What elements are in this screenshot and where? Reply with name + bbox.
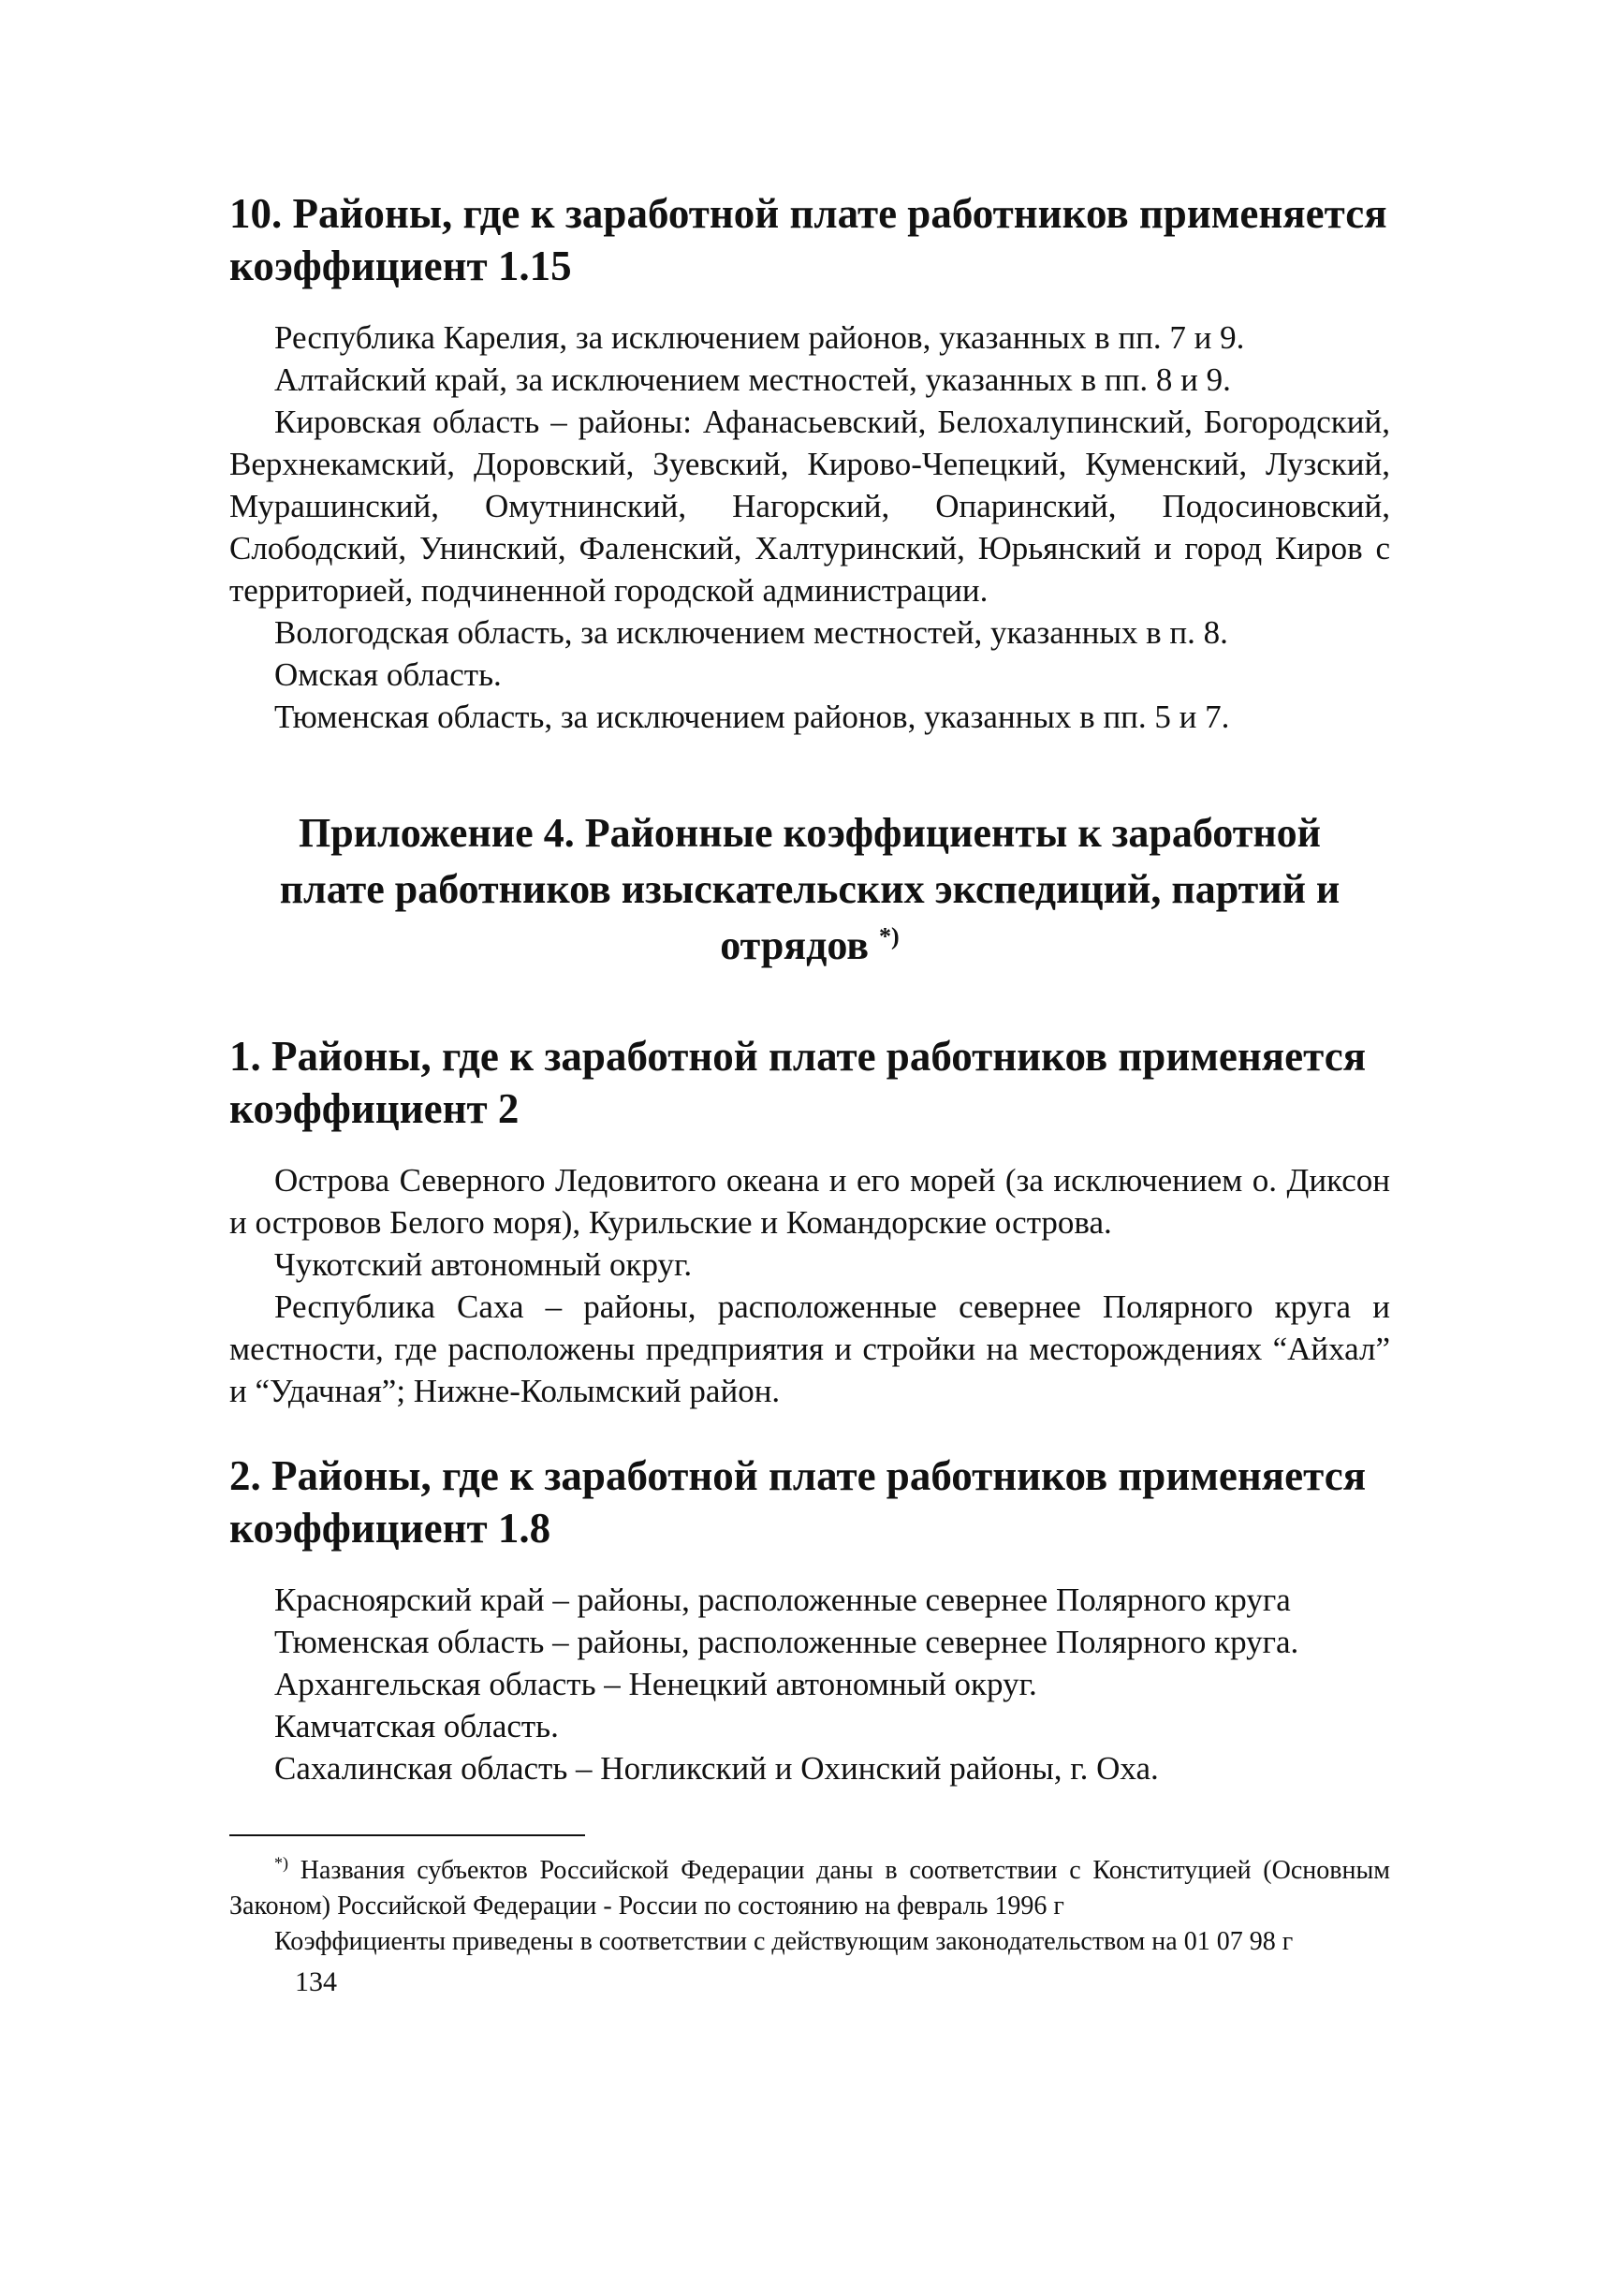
section-10-paragraph: Алтайский край, за исключением местностей, указанных в пп. 8 и 9. [274,361,1231,398]
section-10-paragraph: Вологодская область, за исключением местностей, указанных в п. 8. [274,614,1228,651]
footnote-1-text: Названия субъектов Российской Федерации даны в соответствии с Конституцией (Основным Законом) Российской Федерации - России по состоянию на февраль 1996 г [229,1856,1391,1921]
section-1-paragraph: Острова Северного Ледовитого океана и его морей (за исключением о. Диксон и островов Белого моря), Курильские и Командорские острова. [229,1162,1390,1241]
section-2-paragraph: Сахалинская область – Ногликский и Охинский районы, г. Оха. [274,1750,1159,1787]
footnote-divider [229,1834,585,1836]
section-1-paragraph: Республика Саха – районы, расположенные севернее Полярного круга и местности, где расположены предприятия и стройки на месторождениях “Айхал” и “Удачная”; Нижне-Колымский район. [229,1288,1390,1409]
footnote-1 [229,1853,1390,1924]
section-10-heading: 10. Районы, где к заработной плате работников применяется коэффициент 1.15 [229,190,1387,289]
section-2-paragraph: Красноярский край – районы, расположенные севернее Полярного круга [274,1582,1291,1618]
footnote-mark: *) [274,1853,288,1873]
section-1-heading: 1. Районы, где к заработной плате работников применяется коэффициент 2 [229,1033,1367,1132]
appendix-footnote-mark: *) [879,922,900,950]
section-10-paragraph: Омская область. [274,656,502,693]
section-10-paragraph: Кировская область – районы: Афанасьевский, Белохалупинский, Богородский, Верхнекамский, Доровский, Зуевский, Кирово-Чепецкий, Куменский, Лузский, Мурашинский, Омутнинский, Нагорский, Опаринский, Подосиновский, Слободский, Унинский, Фаленский, Халтуринский, Юрьянский и город Киров с территорией, подчиненной городской администрации. [229,404,1390,609]
footnote-2: Коэффициенты приведены в соответствии с действующим законодательством на 01 07 98 г [274,1927,1294,1956]
section-2-paragraph: Архангельская область – Ненецкий автономный округ. [274,1666,1037,1702]
section-2 [229,1450,1390,1789]
section-10-paragraph: Тюменская область, за исключением районов, указанных в пп. 5 и 7. [274,699,1230,735]
section-2-heading: 2. Районы, где к заработной плате работников применяется коэффициент 1.8 [229,1452,1367,1552]
section-2-paragraph: Камчатская область. [274,1708,559,1744]
document-page [229,187,1390,2001]
page-number: 134 [295,1966,337,1997]
appendix-title-text: Приложение 4. Районные коэффициенты к заработной плате работников изыскательских экспедиций, партий и отрядов [279,810,1341,968]
section-2-paragraph: Тюменская область – районы, расположенные севернее Полярного круга. [274,1624,1299,1660]
section-10 [229,187,1390,738]
section-10-paragraph: Республика Карелия, за исключением районов, указанных в пп. 7 и 9. [274,319,1245,356]
section-1-paragraph: Чукотский автономный округ. [274,1246,693,1283]
appendix-title [229,805,1390,974]
section-1 [229,1030,1390,1412]
